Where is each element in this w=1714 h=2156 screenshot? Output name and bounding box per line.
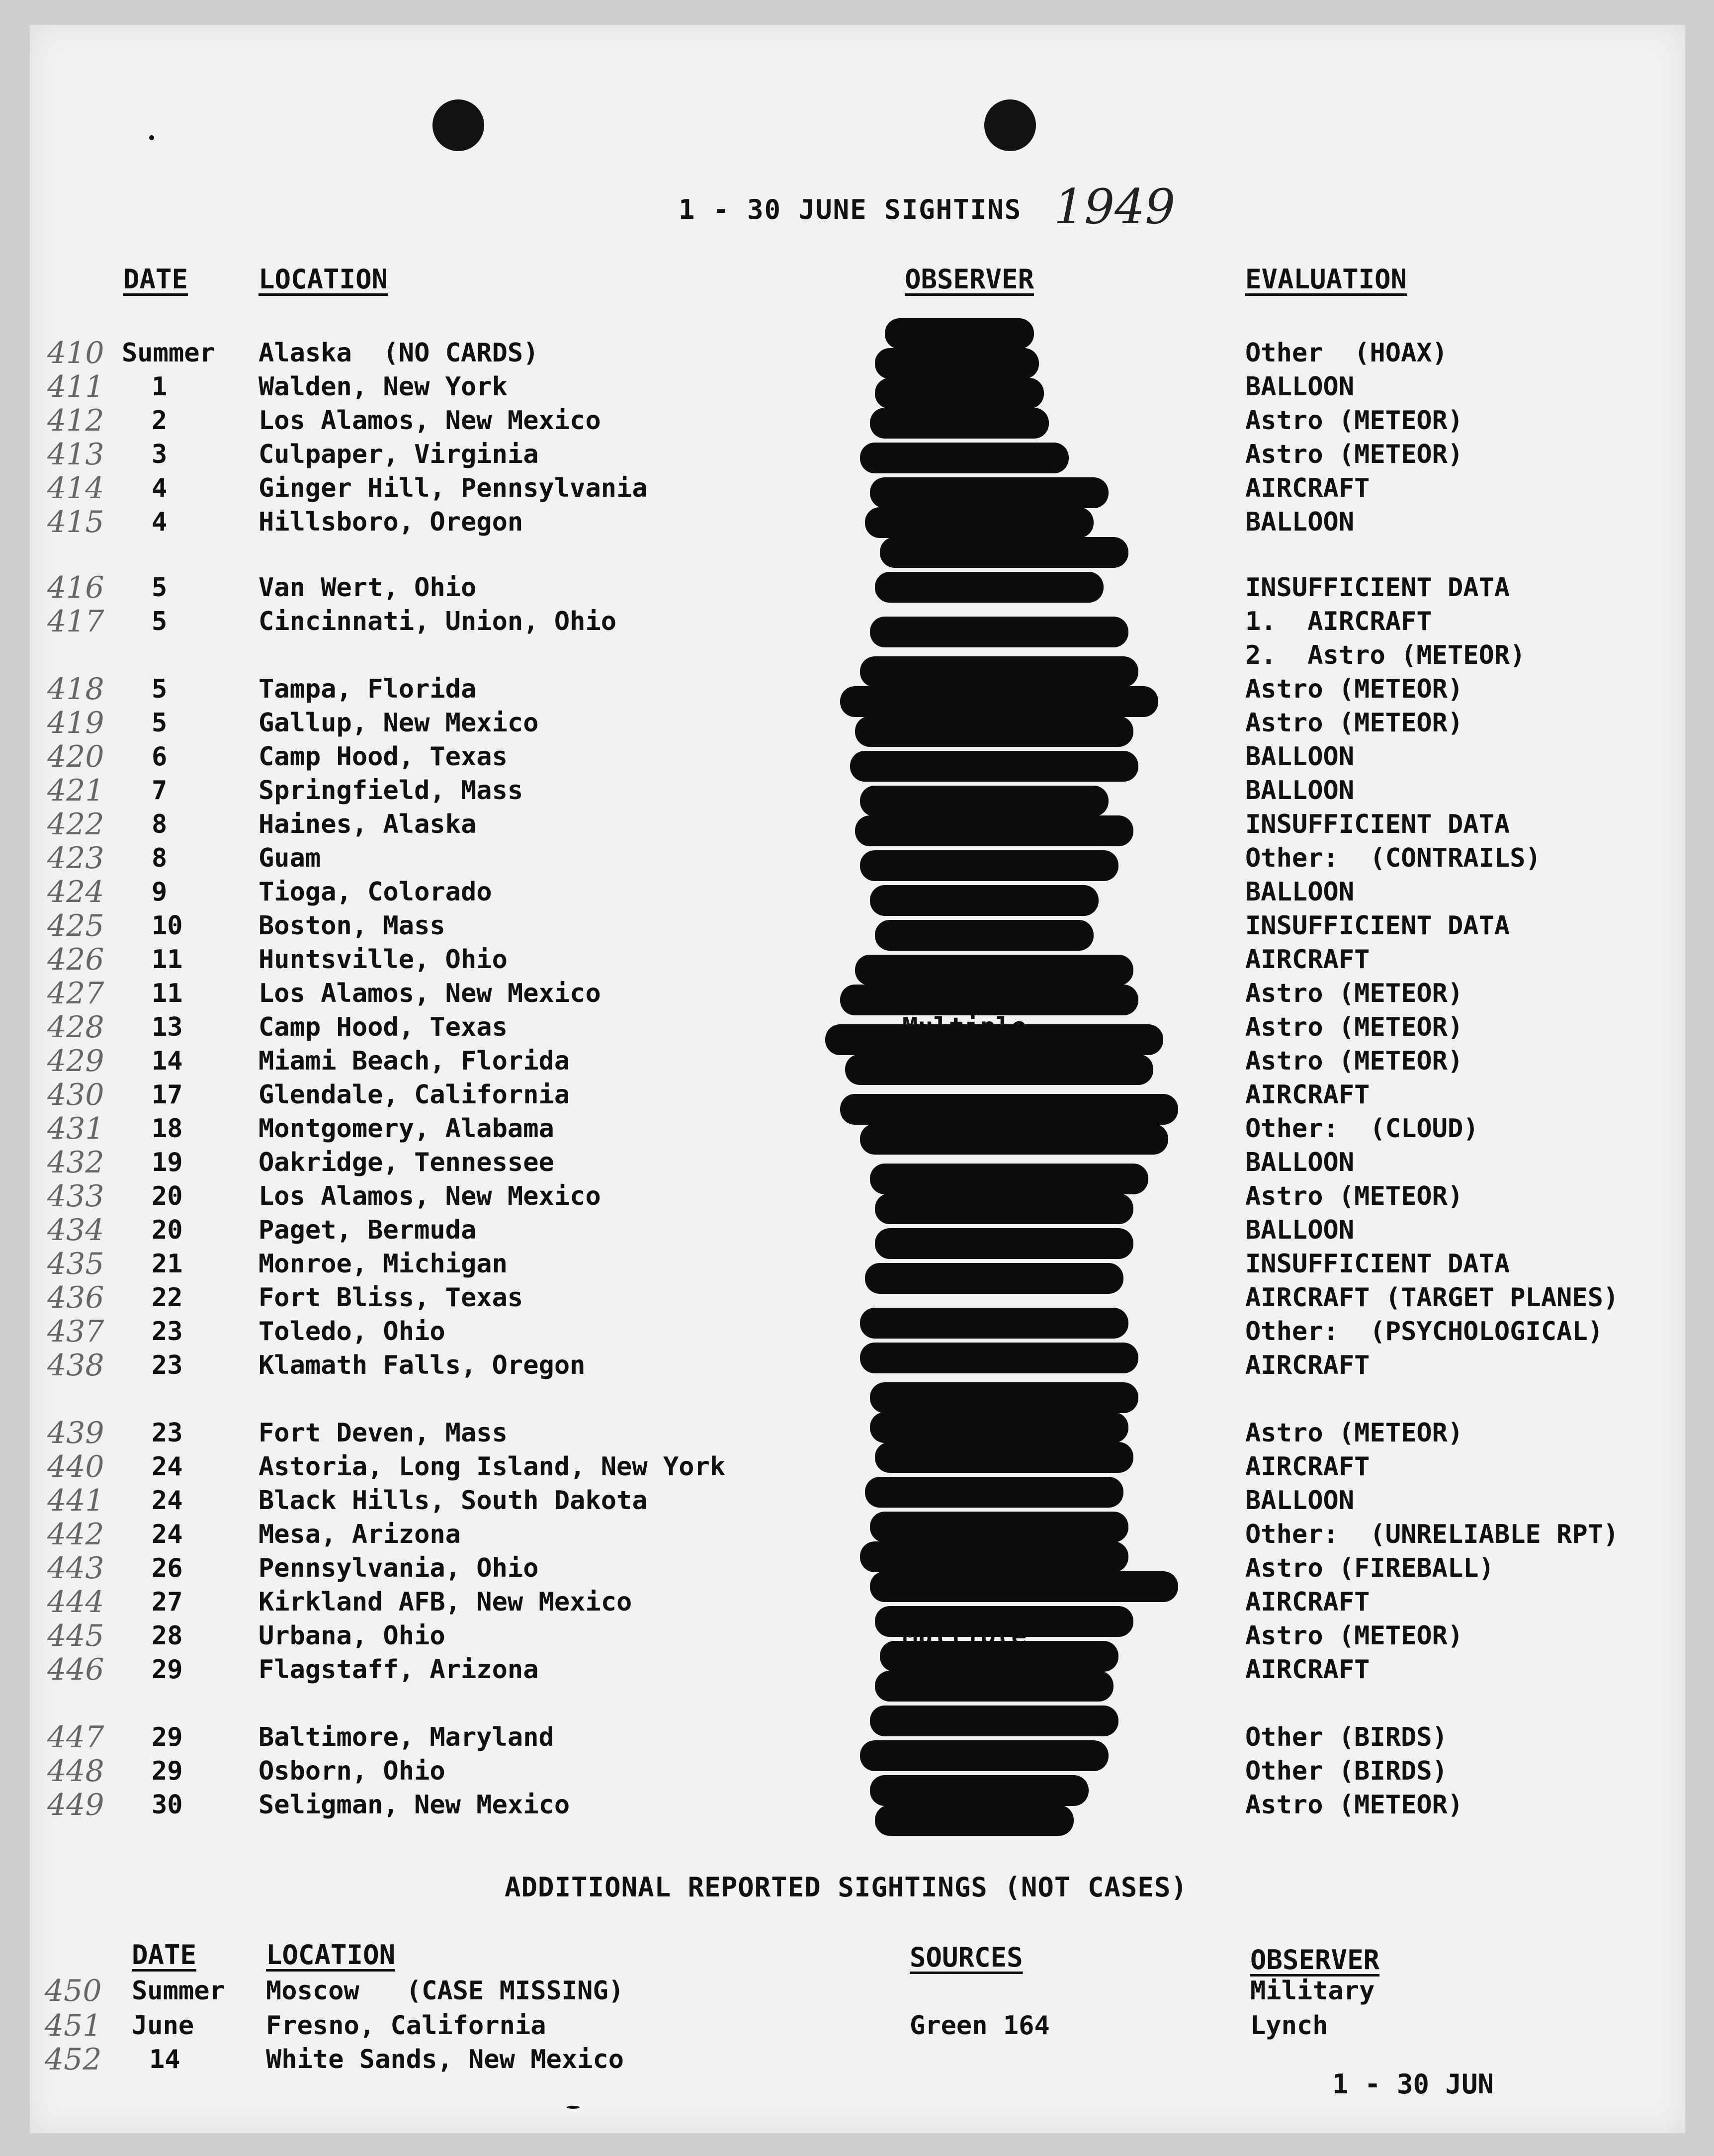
- evaluation-cell: INSUFFICIENT DATA: [1245, 911, 1510, 941]
- evaluation-cell: Other: (UNRELIABLE RPT): [1245, 1520, 1619, 1549]
- redaction-bar: [875, 1228, 1133, 1259]
- location-cell: Seligman, New Mexico: [258, 1790, 570, 1820]
- redaction-bar: [870, 477, 1109, 508]
- date-cell: 7: [152, 776, 168, 806]
- evaluation-cell: Astro (METEOR): [1245, 406, 1463, 436]
- location-cell: Black Hills, South Dakota: [258, 1486, 648, 1516]
- evaluation-cell: AIRCRAFT (TARGET PLANES): [1245, 1283, 1619, 1313]
- additional-section-title: ADDITIONAL REPORTED SIGHTINGS (NOT CASES): [505, 1872, 1188, 1903]
- evaluation-cell: AIRCRAFT: [1245, 1587, 1370, 1617]
- evaluation-cell: AIRCRAFT: [1245, 1350, 1370, 1380]
- location-cell: Baltimore, Maryland: [258, 1722, 554, 1752]
- header-location: LOCATION: [258, 264, 388, 295]
- case-number: 430: [47, 1078, 104, 1112]
- case-number: 434: [47, 1213, 104, 1248]
- case-number: 451: [45, 2008, 102, 2043]
- location-cell: Huntsville, Ohio: [258, 945, 508, 975]
- redaction-bar: [860, 850, 1118, 881]
- redaction-bar: [875, 1442, 1133, 1473]
- location-cell: Camp Hood, Texas: [258, 742, 508, 772]
- date-cell: 27: [152, 1587, 183, 1617]
- date-cell: 5: [152, 607, 168, 636]
- location-cell: Osborn, Ohio: [258, 1756, 445, 1786]
- case-number: 437: [47, 1314, 104, 1349]
- additional-header-sources: SOURCES: [910, 1942, 1023, 1973]
- case-number: 428: [47, 1010, 104, 1045]
- case-number: 414: [47, 471, 104, 506]
- location-cell: Urbana, Ohio: [258, 1621, 445, 1651]
- date-cell: 14: [149, 2045, 180, 2074]
- date-cell: 10: [152, 911, 183, 941]
- date-cell: June: [132, 2011, 194, 2041]
- evaluation-cell: BALLOON: [1245, 877, 1355, 907]
- date-cell: 11: [152, 979, 183, 1008]
- case-number: 417: [47, 604, 104, 639]
- location-cell: Monroe, Michigan: [258, 1249, 508, 1279]
- date-cell: 22: [152, 1283, 183, 1313]
- redaction-bar: [845, 1054, 1153, 1085]
- case-number: 450: [45, 1974, 102, 2008]
- evaluation-cell: Other (HOAX): [1245, 338, 1448, 368]
- date-cell: 26: [152, 1553, 183, 1583]
- redaction-bar: [875, 378, 1044, 409]
- redaction-bar: [850, 751, 1138, 782]
- date-cell: 30: [152, 1790, 183, 1820]
- evaluation-cell: Other (BIRDS): [1245, 1722, 1448, 1752]
- case-number: 423: [47, 841, 104, 876]
- location-cell: Haines, Alaska: [258, 809, 477, 839]
- case-number: 429: [47, 1044, 104, 1078]
- date-cell: 20: [152, 1181, 183, 1211]
- sources-cell: Green 164: [910, 2011, 1050, 2041]
- date-cell: 5: [152, 708, 168, 738]
- date-cell: 23: [152, 1317, 183, 1347]
- evaluation-cell: Astro (METEOR): [1245, 708, 1463, 738]
- redaction-bar: [880, 1641, 1118, 1672]
- date-cell: 9: [152, 877, 168, 907]
- redaction-bar: [870, 885, 1099, 916]
- location-cell: Alaska (NO CARDS): [258, 338, 539, 368]
- case-number: 420: [47, 739, 104, 774]
- additional-header-location: LOCATION: [266, 1939, 396, 1971]
- date-cell: Summer: [122, 338, 215, 368]
- case-number: 432: [47, 1145, 104, 1180]
- evaluation-cell: Astro (METEOR): [1245, 1621, 1463, 1651]
- case-number: 449: [47, 1788, 104, 1822]
- case-number: 438: [47, 1348, 104, 1383]
- date-cell: 18: [152, 1114, 183, 1144]
- location-cell: Boston, Mass: [258, 911, 445, 941]
- redaction-bar: [840, 686, 1158, 717]
- date-cell: 4: [152, 507, 168, 537]
- date-cell: Summer: [132, 1976, 225, 2006]
- evaluation-cell: AIRCRAFT: [1245, 1655, 1370, 1685]
- additional-row: [0, 2009, 1714, 2043]
- case-number: 412: [47, 403, 104, 438]
- evaluation-cell: BALLOON: [1245, 1148, 1355, 1177]
- location-cell: Klamath Falls, Oregon: [258, 1350, 586, 1380]
- evaluation-cell: Astro (METEOR): [1245, 1046, 1463, 1076]
- evaluation-cell: Astro (METEOR): [1245, 1012, 1463, 1042]
- evaluation-cell: INSUFFICIENT DATA: [1245, 1249, 1510, 1279]
- location-cell: Cincinnati, Union, Ohio: [258, 607, 617, 636]
- observer-cell: Lynch: [1250, 2011, 1328, 2041]
- redaction-bar: [875, 1805, 1074, 1836]
- case-number: 427: [47, 976, 104, 1011]
- evaluation-cell: Astro (METEOR): [1245, 1418, 1463, 1448]
- evaluation-cell: Astro (METEOR): [1245, 440, 1463, 469]
- case-number: 421: [47, 773, 104, 808]
- evaluation-cell: BALLOON: [1245, 372, 1355, 402]
- date-cell: 19: [152, 1148, 183, 1177]
- date-cell: 6: [152, 742, 168, 772]
- location-cell: Camp Hood, Texas: [258, 1012, 508, 1042]
- case-number: 452: [45, 2042, 102, 2077]
- header-evaluation: EVALUATION: [1245, 264, 1407, 295]
- evaluation-cell: Astro (FIREBALL): [1245, 1553, 1494, 1583]
- evaluation-cell: AIRCRAFT: [1245, 945, 1370, 975]
- redaction-bar: [860, 1343, 1138, 1373]
- additional-header-observer: OBSERVER: [1250, 1944, 1380, 1976]
- redaction-bar: [855, 716, 1133, 747]
- location-cell: Oakridge, Tennessee: [258, 1148, 554, 1177]
- case-number: 433: [47, 1179, 104, 1214]
- ink-speck: [149, 135, 154, 140]
- redaction-bar: [840, 1094, 1178, 1125]
- location-cell: Mesa, Arizona: [258, 1520, 461, 1549]
- location-cell: Miami Beach, Florida: [258, 1046, 570, 1076]
- location-cell: Los Alamos, New Mexico: [258, 1181, 601, 1211]
- evaluation-cell: 1. AIRCRAFT: [1245, 607, 1432, 636]
- case-number: 439: [47, 1416, 104, 1450]
- redaction-bar: [865, 1263, 1123, 1294]
- case-number: 415: [47, 505, 104, 539]
- case-number: 431: [47, 1111, 104, 1146]
- redaction-bar: [875, 920, 1094, 951]
- redaction-bar: [870, 617, 1128, 647]
- redaction-bar: [860, 1740, 1109, 1771]
- date-cell: 21: [152, 1249, 183, 1279]
- handwritten-year: 1949: [1054, 179, 1176, 235]
- evaluation-cell: AIRCRAFT: [1245, 1080, 1370, 1110]
- location-cell: Walden, New York: [258, 372, 508, 402]
- evaluation-cell: BALLOON: [1245, 1215, 1355, 1245]
- redaction-bar: [860, 656, 1138, 687]
- location-cell: White Sands, New Mexico: [266, 2045, 624, 2074]
- date-cell: 24: [152, 1452, 183, 1482]
- header-date: DATE: [123, 264, 188, 295]
- redaction-bar: [865, 1477, 1123, 1508]
- redaction-bar: [840, 985, 1138, 1015]
- case-number: 411: [47, 369, 104, 404]
- redaction-bar: [860, 443, 1069, 473]
- location-cell: Flagstaff, Arizona: [258, 1655, 539, 1685]
- redaction-bar: [875, 1193, 1133, 1224]
- case-number: 440: [47, 1449, 104, 1484]
- evaluation-cell: Astro (METEOR): [1245, 979, 1463, 1008]
- redaction-bar: [860, 786, 1109, 816]
- redaction-bar: [870, 1775, 1089, 1806]
- date-cell: 23: [152, 1418, 183, 1448]
- date-cell: 29: [152, 1722, 183, 1752]
- evaluation-cell: Other: (CLOUD): [1245, 1114, 1479, 1144]
- redaction-bar: [875, 1671, 1114, 1702]
- date-cell: 3: [152, 440, 168, 469]
- redaction-bar: [825, 1024, 1163, 1055]
- date-cell: 28: [152, 1621, 183, 1651]
- location-cell: Paget, Bermuda: [258, 1215, 477, 1245]
- redaction-bar: [870, 1512, 1128, 1542]
- redaction-bar: [870, 408, 1049, 439]
- case-number: 419: [47, 706, 104, 740]
- location-cell: Fort Bliss, Texas: [258, 1283, 523, 1313]
- date-cell: 2: [152, 406, 168, 436]
- date-cell: 24: [152, 1520, 183, 1549]
- case-number: 426: [47, 942, 104, 977]
- case-number: 435: [47, 1247, 104, 1281]
- location-cell: Glendale, California: [258, 1080, 570, 1110]
- evaluation-cell: Other: (CONTRAILS): [1245, 843, 1541, 873]
- location-cell: Guam: [258, 843, 321, 873]
- redaction-marks: [840, 318, 1188, 1835]
- redaction-bar: [870, 1382, 1138, 1413]
- evaluation-cell: BALLOON: [1245, 1486, 1355, 1516]
- evaluation-cell: Other (BIRDS): [1245, 1756, 1448, 1786]
- evaluation-cell: Astro (METEOR): [1245, 674, 1463, 704]
- evaluation-cell: INSUFFICIENT DATA: [1245, 809, 1510, 839]
- case-number: 418: [47, 672, 104, 707]
- case-number: 445: [47, 1618, 104, 1653]
- location-cell: Gallup, New Mexico: [258, 708, 539, 738]
- date-cell: 8: [152, 843, 168, 873]
- date-cell: 4: [152, 473, 168, 503]
- redaction-bar: [870, 1412, 1128, 1443]
- date-cell: 5: [152, 573, 168, 603]
- date-cell: 1: [152, 372, 168, 402]
- observer-cell: Military: [1250, 1976, 1375, 2006]
- date-cell: 29: [152, 1756, 183, 1786]
- date-cell: 13: [152, 1012, 183, 1042]
- case-number: 448: [47, 1754, 104, 1789]
- case-number: 425: [47, 908, 104, 943]
- redaction-bar: [855, 955, 1133, 986]
- location-cell: Tioga, Colorado: [258, 877, 492, 907]
- additional-header-date: DATE: [132, 1939, 197, 1971]
- redaction-bar: [865, 507, 1094, 538]
- evaluation-cell: Other: (PSYCHOLOGICAL): [1245, 1317, 1604, 1347]
- case-number: 444: [47, 1585, 104, 1619]
- case-number: 446: [47, 1652, 104, 1687]
- additional-row: [0, 1974, 1714, 2008]
- evaluation-cell: 2. Astro (METEOR): [1245, 640, 1526, 670]
- page-title: 1 - 30 JUNE SIGHTINS: [679, 194, 1022, 225]
- case-number: 443: [47, 1551, 104, 1586]
- page-footer: 1 - 30 JUN: [1332, 2068, 1494, 2100]
- redaction-bar: [870, 1571, 1178, 1602]
- header-observer: OBSERVER: [905, 264, 1034, 295]
- case-number: 424: [47, 875, 104, 909]
- ink-speck: [567, 2106, 580, 2109]
- date-cell: 11: [152, 945, 183, 975]
- evaluation-cell: BALLOON: [1245, 507, 1355, 537]
- redaction-bar: [875, 1606, 1133, 1637]
- location-cell: Hillsboro, Oregon: [258, 507, 523, 537]
- location-cell: Ginger Hill, Pennsylvania: [258, 473, 648, 503]
- location-cell: Springfield, Mass: [258, 776, 523, 806]
- evaluation-cell: INSUFFICIENT DATA: [1245, 573, 1510, 603]
- redaction-bar: [885, 318, 1034, 349]
- location-cell: Kirkland AFB, New Mexico: [258, 1587, 632, 1617]
- case-number: 410: [47, 336, 104, 370]
- location-cell: Los Alamos, New Mexico: [258, 979, 601, 1008]
- location-cell: Fort Deven, Mass: [258, 1418, 508, 1448]
- redaction-bar: [870, 1164, 1148, 1194]
- date-cell: 8: [152, 809, 168, 839]
- redaction-bar: [870, 1706, 1118, 1736]
- location-cell: Pennsylvania, Ohio: [258, 1553, 539, 1583]
- redaction-bar: [860, 1541, 1128, 1572]
- case-number: 416: [47, 570, 104, 605]
- location-cell: Culpaper, Virginia: [258, 440, 539, 469]
- evaluation-cell: BALLOON: [1245, 776, 1355, 806]
- evaluation-cell: Astro (METEOR): [1245, 1790, 1463, 1820]
- case-number: 422: [47, 807, 104, 842]
- location-cell: Van Wert, Ohio: [258, 573, 477, 603]
- location-cell: Astoria, Long Island, New York: [258, 1452, 726, 1482]
- location-cell: Montgomery, Alabama: [258, 1114, 554, 1144]
- punch-hole: [984, 99, 1036, 151]
- redaction-bar: [875, 348, 1039, 379]
- date-cell: 29: [152, 1655, 183, 1685]
- date-cell: 24: [152, 1486, 183, 1516]
- evaluation-cell: Astro (METEOR): [1245, 1181, 1463, 1211]
- evaluation-cell: AIRCRAFT: [1245, 1452, 1370, 1482]
- redaction-bar: [875, 572, 1104, 603]
- redaction-bar: [855, 815, 1133, 846]
- case-number: 447: [47, 1720, 104, 1755]
- evaluation-cell: AIRCRAFT: [1245, 473, 1370, 503]
- date-cell: 5: [152, 674, 168, 704]
- redaction-bar: [860, 1308, 1128, 1339]
- location-cell: Fresno, California: [266, 2011, 546, 2041]
- case-number: 436: [47, 1280, 104, 1315]
- date-cell: 14: [152, 1046, 183, 1076]
- case-number: 442: [47, 1517, 104, 1552]
- date-cell: 20: [152, 1215, 183, 1245]
- location-cell: Los Alamos, New Mexico: [258, 406, 601, 436]
- evaluation-cell: BALLOON: [1245, 742, 1355, 772]
- location-cell: Tampa, Florida: [258, 674, 477, 704]
- date-cell: 17: [152, 1080, 183, 1110]
- punch-hole: [432, 99, 484, 151]
- location-cell: Moscow (CASE MISSING): [266, 1976, 624, 2006]
- redaction-bar: [860, 1124, 1168, 1155]
- redaction-bar: [880, 537, 1128, 568]
- location-cell: Toledo, Ohio: [258, 1317, 445, 1347]
- case-number: 441: [47, 1483, 104, 1518]
- date-cell: 23: [152, 1350, 183, 1380]
- case-number: 413: [47, 437, 104, 472]
